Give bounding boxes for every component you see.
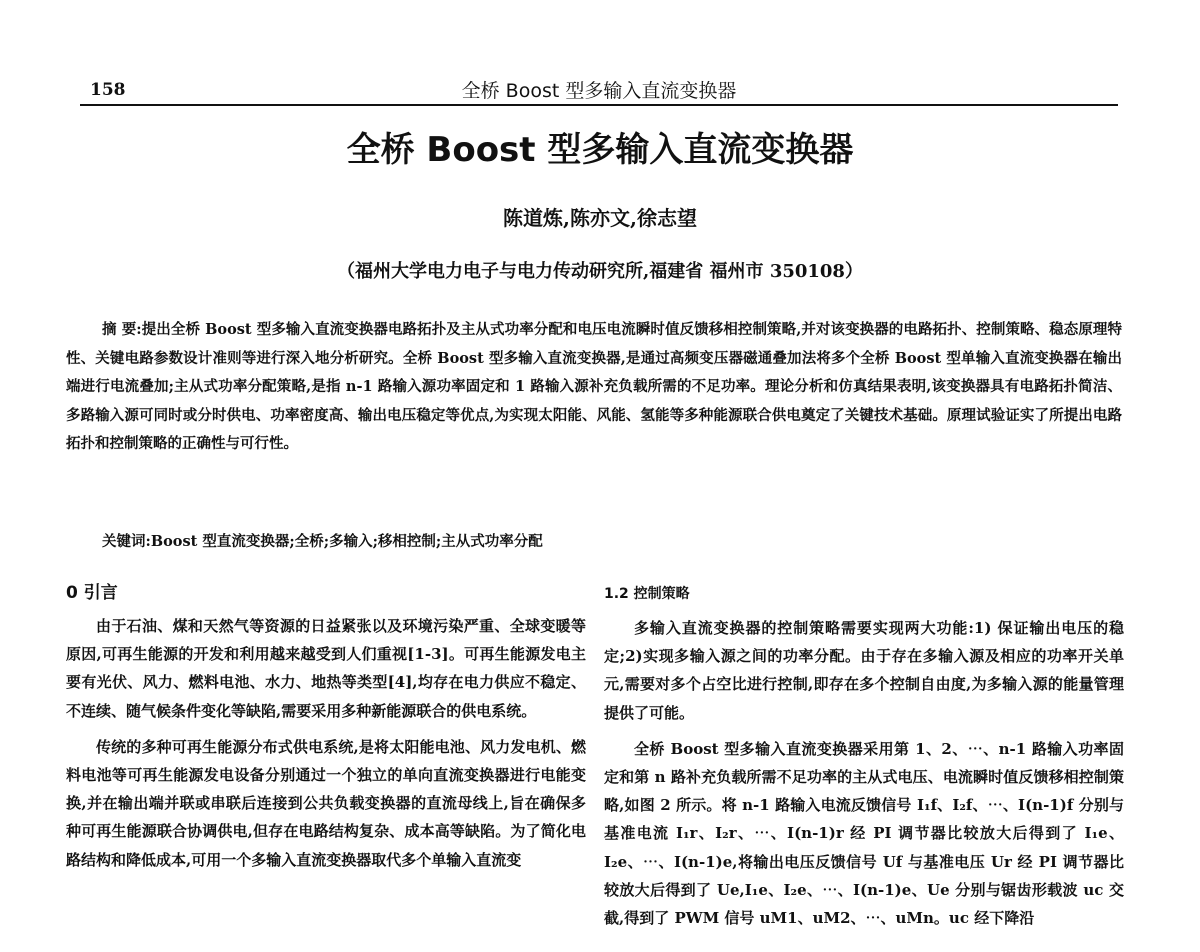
running-title: 全桥 Boost 型多输入直流变换器 xyxy=(461,80,737,102)
authors: 陈道炼,陈亦文,徐志望 xyxy=(503,206,697,230)
keywords xyxy=(102,530,1102,551)
running-header xyxy=(80,70,1118,106)
paragraph: 多输入直流变换器的控制策略需要实现两大功能:1) 保证输出电压的稳定;2)实现多输入源之间的功率分配。由于存在多输入源及相应的功率开关单元,需要对多个占空比进行控制,即存在多个控制自由度,为多输入源的能量管理提供了可能。 xyxy=(604,619,1124,722)
keywords-label: 关键词 xyxy=(102,533,146,550)
right-column xyxy=(604,580,1124,940)
paragraph: 由于石油、煤和天然气等资源的日益紧张以及环境污染严重、全球变暖等原因,可再生能源的开发和利用越来越受到人们重视[1-3]。可再生能源发电主要有光伏、风力、燃料电池、水力、地热等类型[4],均存在电力供应不稳定、不连续、随气候条件变化等缺陷,需要采用多种新能源联合的供电系统。 xyxy=(66,617,586,720)
section-heading-control-strategy: 1.2 控制策略 xyxy=(604,586,690,602)
paper-title: 全桥 Boost 型多输入直流变换器 xyxy=(346,130,854,170)
affiliation: （福州大学电力电子与电力传动研究所,福建省 福州市 350108） xyxy=(337,261,863,282)
abstract-text: :提出全桥 Boost 型多输入直流变换器电路拓扑及主从式功率分配和电压电流瞬时值反馈移相控制策略,并对该变换器的电路拓扑、控制策略、稳态原理特性、关键电路参数设计准则等进行深入地分析研究。全桥 Boost 型多输入直流变换器,是通过高频变压器磁通叠加法将多个全桥 Boost 型单输入直流变换器在输出端进行电流叠加;主从式功率分配策略,是指 n-1 路输入源功率固定和 1 路输入源补充负载所需的不足功率。理论分析和仿真结果表明,该变换器具有电路拓扑简洁、多路输入源可同时或分时供电、功率密度高、输出电压稳定等优点,为实现太阳能、风能、氢能等多种能源联合供电奠定了关键技术基础。原理试验证实了所提出电路拓扑和控制策略的正确性与可行性。 xyxy=(66,321,1122,452)
paragraph: 传统的多种可再生能源分布式供电系统,是将太阳能电池、风力发电机、燃料电池等可再生能源发电设备分别通过一个独立的单向直流变换器进行电能变换,并在输出端并联或串联后连接到公共负载变换器的直流母线上,旨在确保多种可再生能源联合协调供电,但存在电路结构复杂、成本高等缺陷。为了简化电路结构和降低成本,可用一个多输入直流变换器取代多个单输入直流变 xyxy=(66,737,586,869)
paragraph: 全桥 Boost 型多输入直流变换器采用第 1、2、⋯、n-1 路输入功率固定和第 n 路补充负载所需不足功率的主从式电压、电流瞬时值反馈移相控制策略,如图 2 所示。将 n-1 路输入电流反馈信号 I₁f、I₂f、⋯、I(n-1)f 分别与基准电流 I₁r、I₂r、⋯、I(n-1)r 经 PI 调节器比较放大后得到了 I₁e、I₂e、⋯、I(n-1)e,将输出电压反馈信号 Uf 与基准电压 Ur 经 PI 调节器比较放大后得到了 Ue,I₁e、I₂e、⋯、I(n-1)e、Ue 分别与锯齿形载波 uc 交截,得到了 PWM 信号 uM1、uM2、⋯、uMn。uc 经下降沿 xyxy=(604,739,1124,928)
section-heading-introduction: 0 引言 xyxy=(66,583,118,603)
abstract xyxy=(66,316,1122,459)
keywords-text: :Boost 型直流变换器;全桥;多输入;移相控制;主从式功率分配 xyxy=(145,533,543,550)
left-column xyxy=(66,580,586,882)
abstract-label: 摘 要 xyxy=(102,321,137,338)
page-number: 158 xyxy=(90,80,126,100)
